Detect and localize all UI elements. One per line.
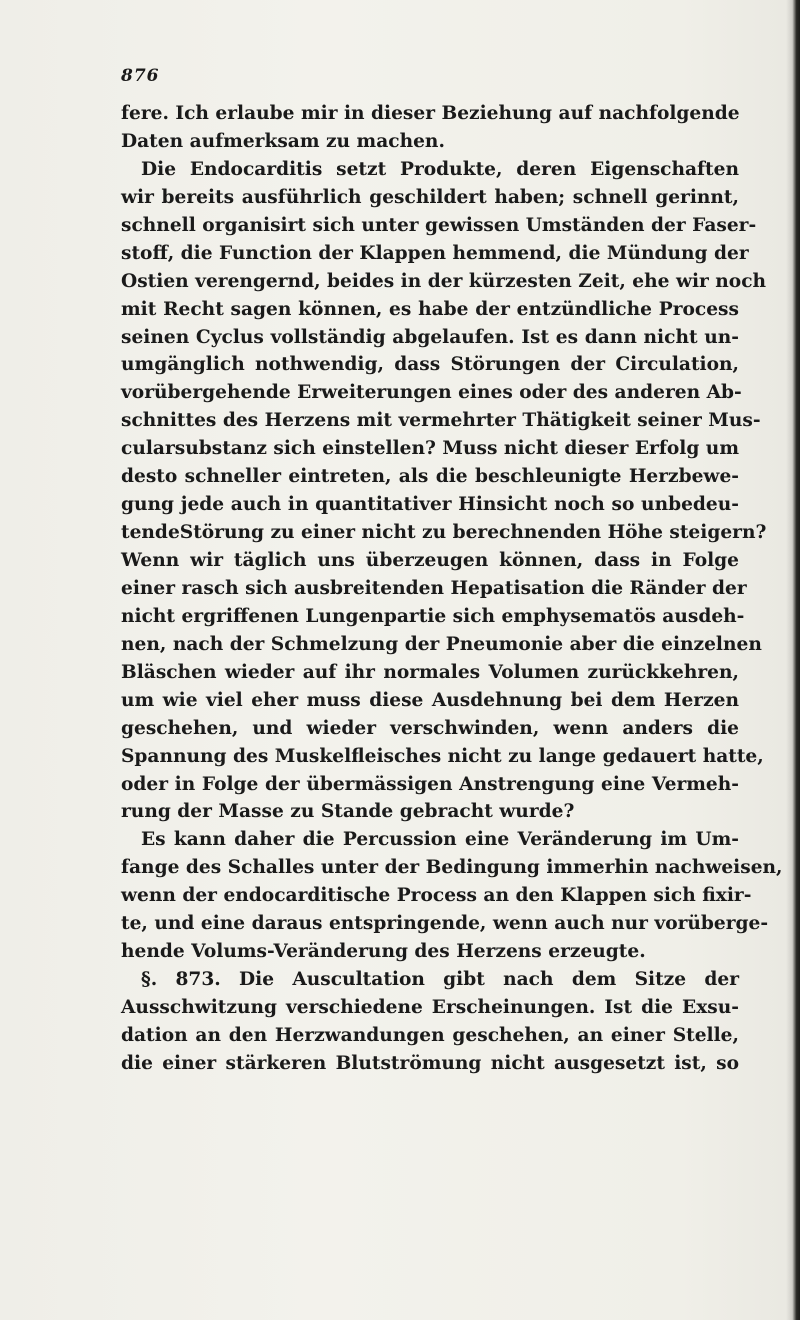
text-line: fange des Schalles unter der Bedingung immerhin nachweisen, [121, 857, 783, 879]
text-line: §. 873. Die Auscultation gibt nach dem Sitze der [141, 969, 739, 991]
text-line: die einer stärkeren Blutströmung nicht ausgesetzt ist, so [121, 1052, 739, 1074]
page-number: 876 [121, 66, 160, 86]
page-edge-shadow [786, 0, 800, 1320]
text-line: Daten aufmerksam zu machen. [121, 130, 445, 152]
text-line: um wie viel eher muss diese Ausdehnung bei dem Herzen [121, 689, 739, 711]
text-line: dation an den Herzwandungen geschehen, an einer Stelle, [121, 1024, 739, 1046]
text-line: vorübergehende Erweiterungen eines oder des anderen Ab- [121, 382, 742, 404]
text-line: tendeStörung zu einer nicht zu berechnenden Höhe steigern? [121, 522, 767, 544]
text-line: seinen Cyclus vollständig abgelaufen. Ist es dann nicht un- [121, 326, 739, 348]
text-line: desto schneller eintreten, als die beschleunigte Herzbewe- [121, 466, 739, 488]
text-line: hende Volums-Veränderung des Herzens erzeugte. [121, 941, 646, 963]
text-line: Spannung des Muskelfleisches nicht zu lange gedauert hatte, [121, 745, 764, 767]
text-line: Bläschen wieder auf ihr normales Volumen zurückkehren, [121, 661, 739, 683]
text-line: te, und eine daraus entspringende, wenn auch nur vorüberge- [121, 913, 769, 935]
text-line: Ostien verengernd, beides in der kürzesten Zeit, ehe wir noch [121, 270, 767, 292]
text-line: Wenn wir täglich uns überzeugen können, dass in Folge [121, 550, 739, 571]
text-line: nen, nach der Schmelzung der Pneumonie aber die einzelnen [121, 633, 762, 655]
text-line: schnittes des Herzens mit vermehrter Thätigkeit seiner Mus- [121, 410, 761, 432]
text-line: Ausschwitzung verschiedene Erscheinungen. Ist die Exsu- [121, 997, 739, 1018]
text-line: nicht ergriffenen Lungenpartie sich emphysematös ausdeh- [121, 605, 745, 627]
text-line: stoff, die Function der Klappen hemmend, die Mündung der [121, 242, 749, 264]
text-line: schnell organisirt sich unter gewissen Umständen der Faser- [121, 214, 757, 236]
text-line: einer rasch sich ausbreitenden Hepatisation die Ränder der [121, 577, 747, 599]
text-line: fere. Ich erlaube mir in dieser Beziehung auf nachfolgende [121, 103, 740, 124]
text-line: Es kann daher die Percussion eine Veränderung im Um- [141, 829, 739, 851]
text-line: umgänglich nothwendig, dass Störungen der Circulation, [121, 354, 739, 376]
text-line: geschehen, und wieder verschwinden, wenn anders die [121, 717, 739, 739]
text-line: gung jede auch in quantitativer Hinsicht noch so unbedeu- [121, 494, 739, 516]
text-line: oder in Folge der übermässigen Anstrengung eine Vermeh- [121, 773, 739, 795]
text-line: wenn der endocarditische Process an den Klappen sich fixir- [121, 885, 752, 907]
text-line: rung der Masse zu Stande gebracht wurde? [121, 801, 575, 823]
text-line: cularsubstanz sich einstellen? Muss nicht dieser Erfolg um [121, 438, 739, 460]
text-line: Die Endocarditis setzt Produkte, deren Eigenschaften [141, 158, 739, 180]
text-line: wir bereits ausführlich geschildert haben; schnell gerinnt, [121, 186, 739, 208]
text-line: mit Recht sagen können, es habe der entzündliche Process [121, 298, 739, 320]
body-text [121, 100, 783, 1078]
